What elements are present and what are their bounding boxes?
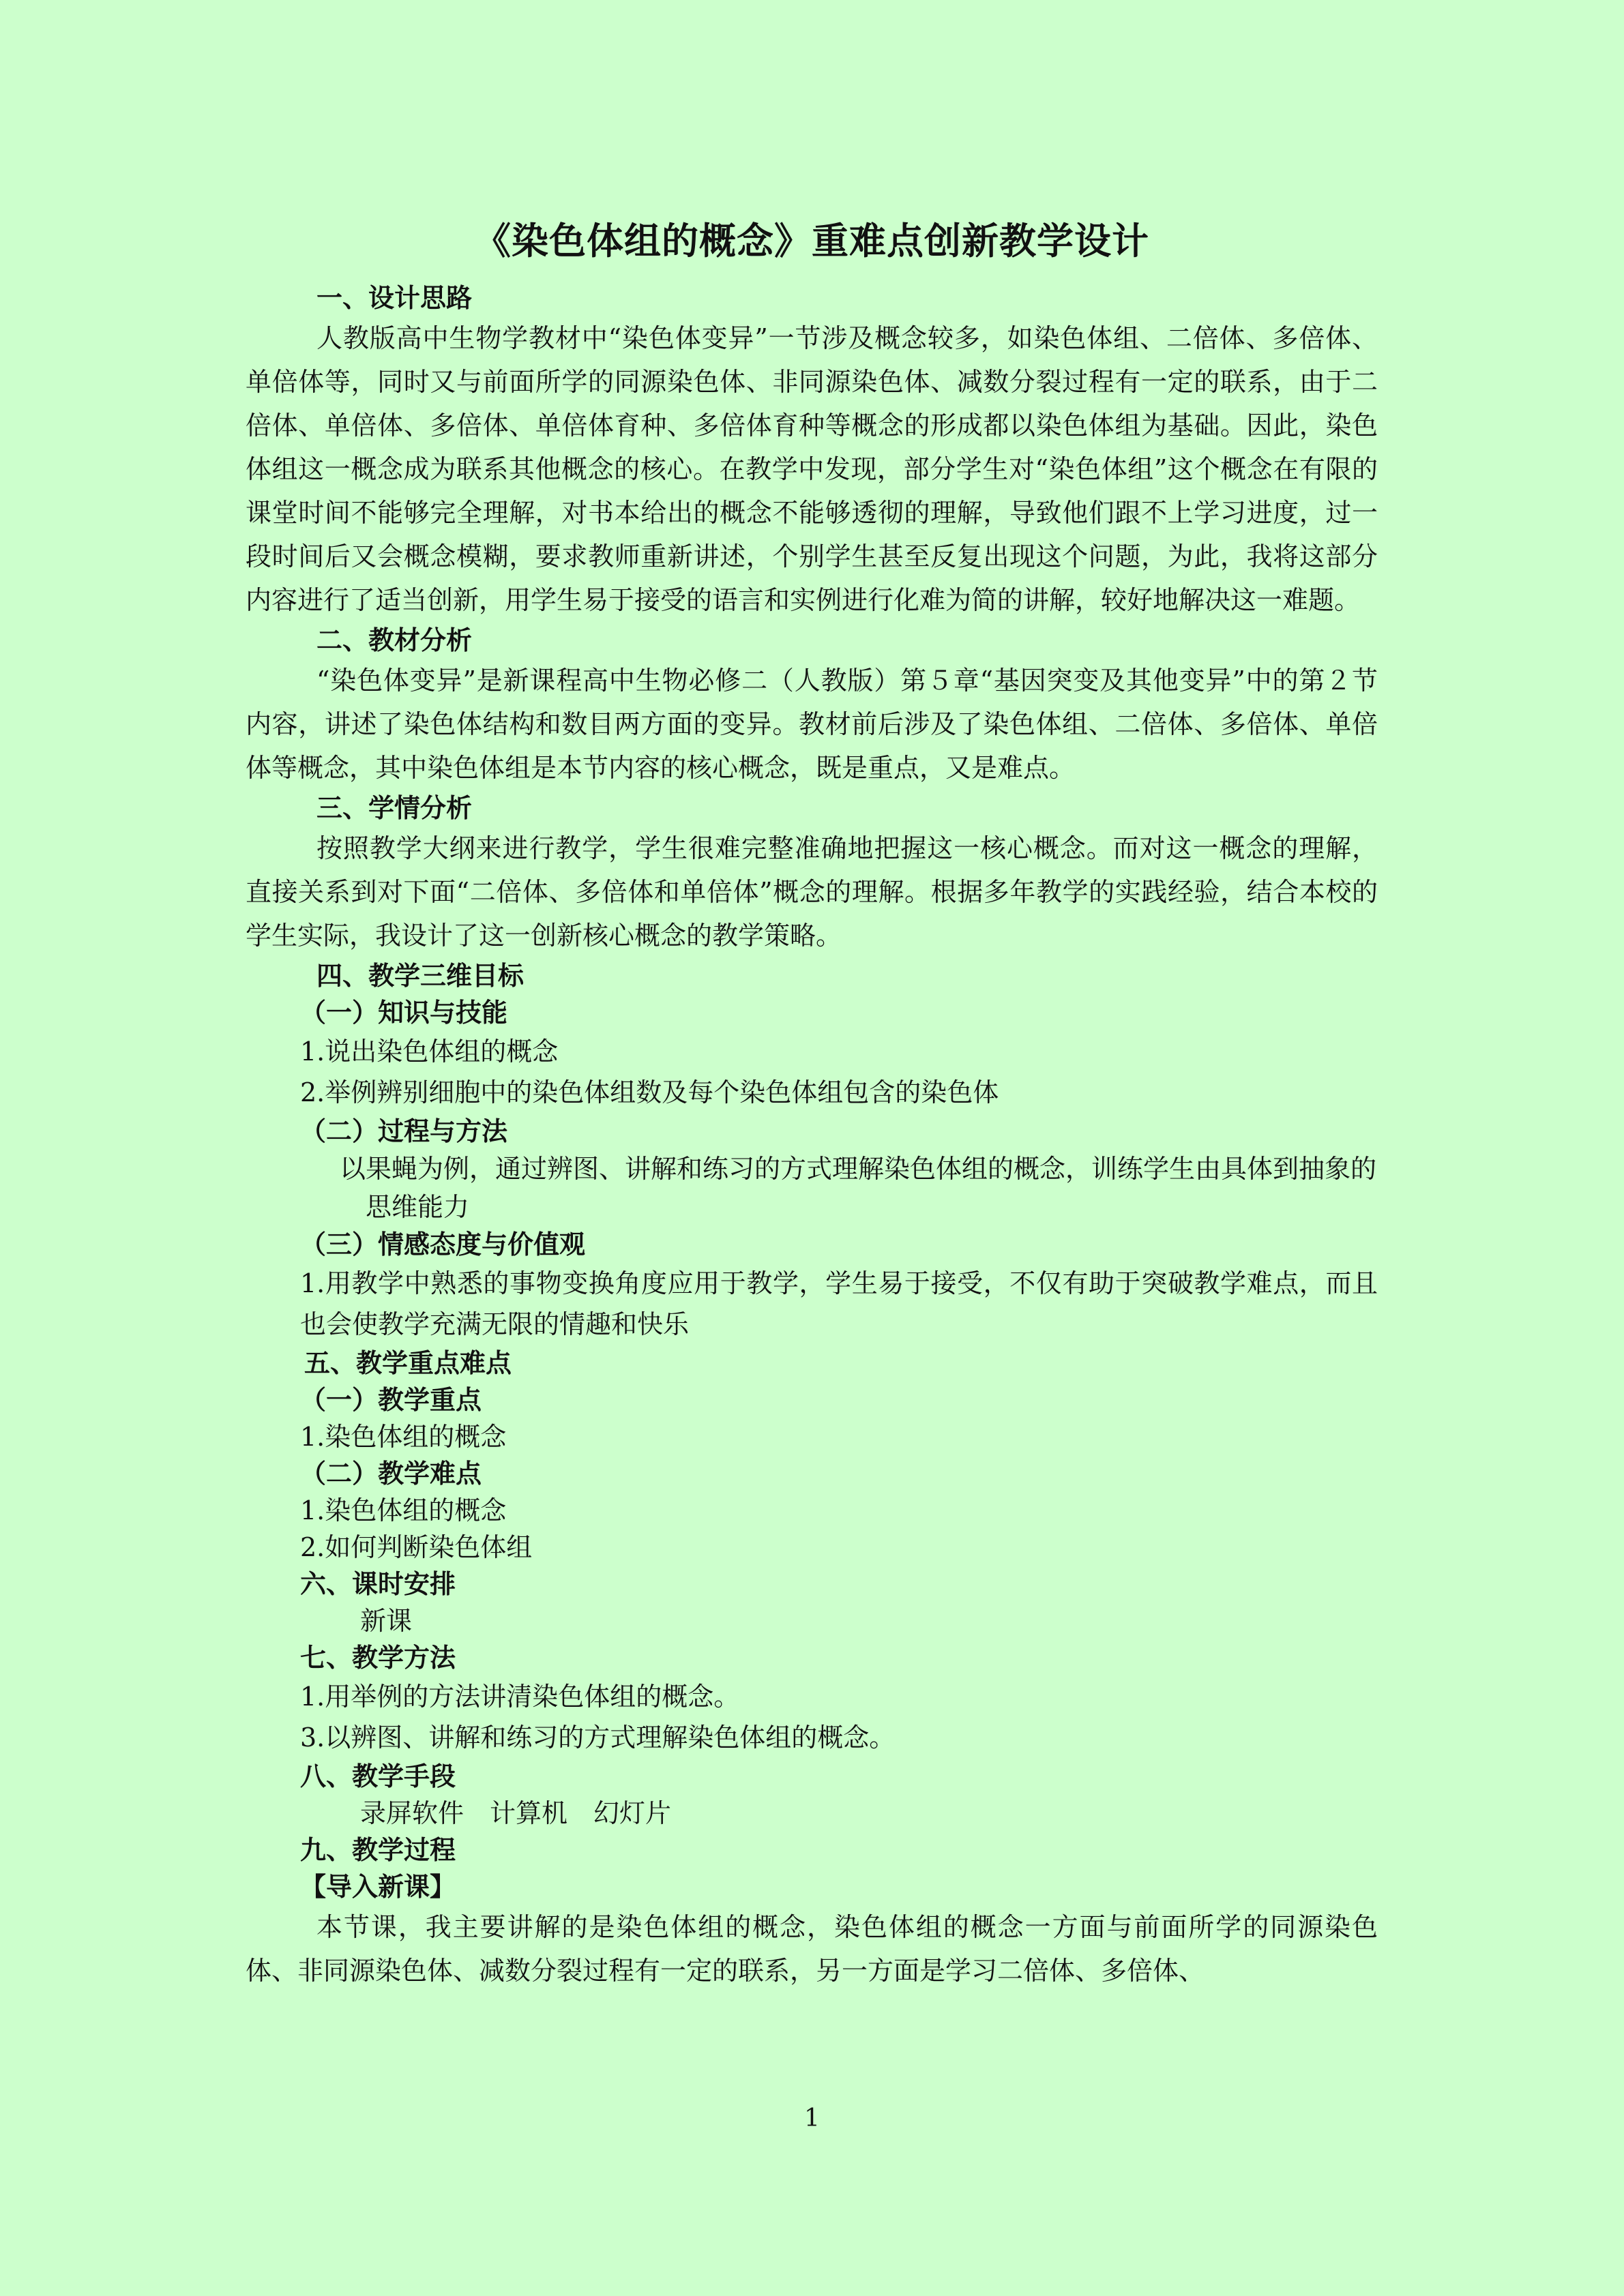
list-item: 1.染色体组的概念	[300, 1422, 507, 1452]
means-text: 录屏软件 计算机 幻灯片	[360, 1798, 672, 1828]
section-text-textbook: “染色体变异”是新课程高中生物必修二（人教版）第５章“基因突变及其他变异”中的第２节内容，讲述了染色体结构和数目两方面的变异。教材前后涉及了染色体组、二倍体、多倍体、单倍体等概念，其中染色体组是本节内容的核心概念，既是重点，又是难点。	[246, 666, 1378, 783]
section-heading-design: 一、设计思路	[316, 282, 473, 313]
subheading-process: （二）过程与方法	[300, 1116, 508, 1146]
section-text-students: 按照教学大纲来进行教学，学生很难完整准确地把握这一核心概念。而对这一概念的理解，直接关系到对下面“二倍体、多倍体和单倍体”概念的理解。根据多年教学的实践经验，结合本校的学生实际，我设计了这一创新核心概念的教学策略。	[246, 833, 1378, 951]
section-heading-process: 九、教学过程	[300, 1834, 456, 1865]
section-heading-methods: 七、教学方法	[300, 1642, 456, 1673]
section-heading-keypoints: 五、教学重点难点	[304, 1347, 512, 1378]
section-heading-schedule: 六、课时安排	[300, 1568, 456, 1599]
intro-text: 本节课，我主要讲解的是染色体组的概念，染色体组的概念一方面与前面所学的同源染色体、非同源染色体、减数分裂过程有一定的联系，另一方面是学习二倍体、多倍体、	[246, 1912, 1378, 1986]
list-item: 1.用举例的方法讲清染色体组的概念。	[300, 1682, 740, 1712]
section-heading-students: 三、学情分析	[316, 792, 473, 823]
page-number: 1	[804, 2104, 820, 2132]
document-title: 《染色体组的概念》重难点创新教学设计	[474, 219, 1149, 263]
section-text-design: 人教版高中生物学教材中“染色体变异”一节涉及概念较多，如染色体组、二倍体、多倍体、单倍体等，同时又与前面所学的同源染色体、非同源染色体、减数分裂过程有一定的联系，由于二倍体、单倍体、多倍体、单倍体育种、多倍体育种等概念的形成都以染色体组为基础。因此，染色体组这一概念成为联系其他概念的核心。在教学中发现，部分学生对“染色体组”这个概念在有限的课堂时间不能够完全理解，对书本给出的概念不能够透彻的理解，导致他们跟不上学习进度，过一段时间后又会概念模糊，要求教师重新讲述，个别学生甚至反复出现这个问题，为此，我将这部分内容进行了适当创新，用学生易于接受的语言和实例进行化难为简的讲解，较好地解决这一难题。	[246, 323, 1378, 615]
subheading-knowledge: （一）知识与技能	[300, 997, 508, 1028]
subheading-intro: 【导入新课】	[300, 1871, 456, 1902]
list-item: 3.以辨图、讲解和练习的方式理解染色体组的概念。	[300, 1723, 896, 1753]
section-heading-means: 八、教学手段	[300, 1761, 456, 1791]
document-body	[246, 217, 1378, 1993]
process-text: 以果蝇为例，通过辨图、讲解和练习的方式理解染色体组的概念，训练学生由具体到抽象的思维能力	[340, 1154, 1377, 1222]
subheading-attitude: （三）情感态度与价值观	[300, 1229, 586, 1259]
list-item: 1.染色体组的概念	[300, 1495, 507, 1525]
section-heading-objectives: 四、教学三维目标	[316, 960, 525, 991]
list-item: 2.如何判断染色体组	[300, 1532, 533, 1562]
attitude-text: 1.用教学中熟悉的事物变换角度应用于教学，学生易于接受，不仅有助于突破教学难点，而且也会使教学充满无限的情趣和快乐	[300, 1268, 1378, 1339]
schedule-text: 新课	[360, 1606, 413, 1636]
list-item: 2.举例辨别细胞中的染色体组数及每个染色体组包含的染色体	[300, 1077, 999, 1107]
list-item: 1.说出染色体组的概念	[300, 1037, 559, 1067]
subheading-difficulty: （二）教学难点	[300, 1458, 482, 1489]
section-heading-textbook: 二、教材分析	[316, 625, 473, 655]
subheading-keypoint: （一）教学重点	[300, 1384, 482, 1415]
